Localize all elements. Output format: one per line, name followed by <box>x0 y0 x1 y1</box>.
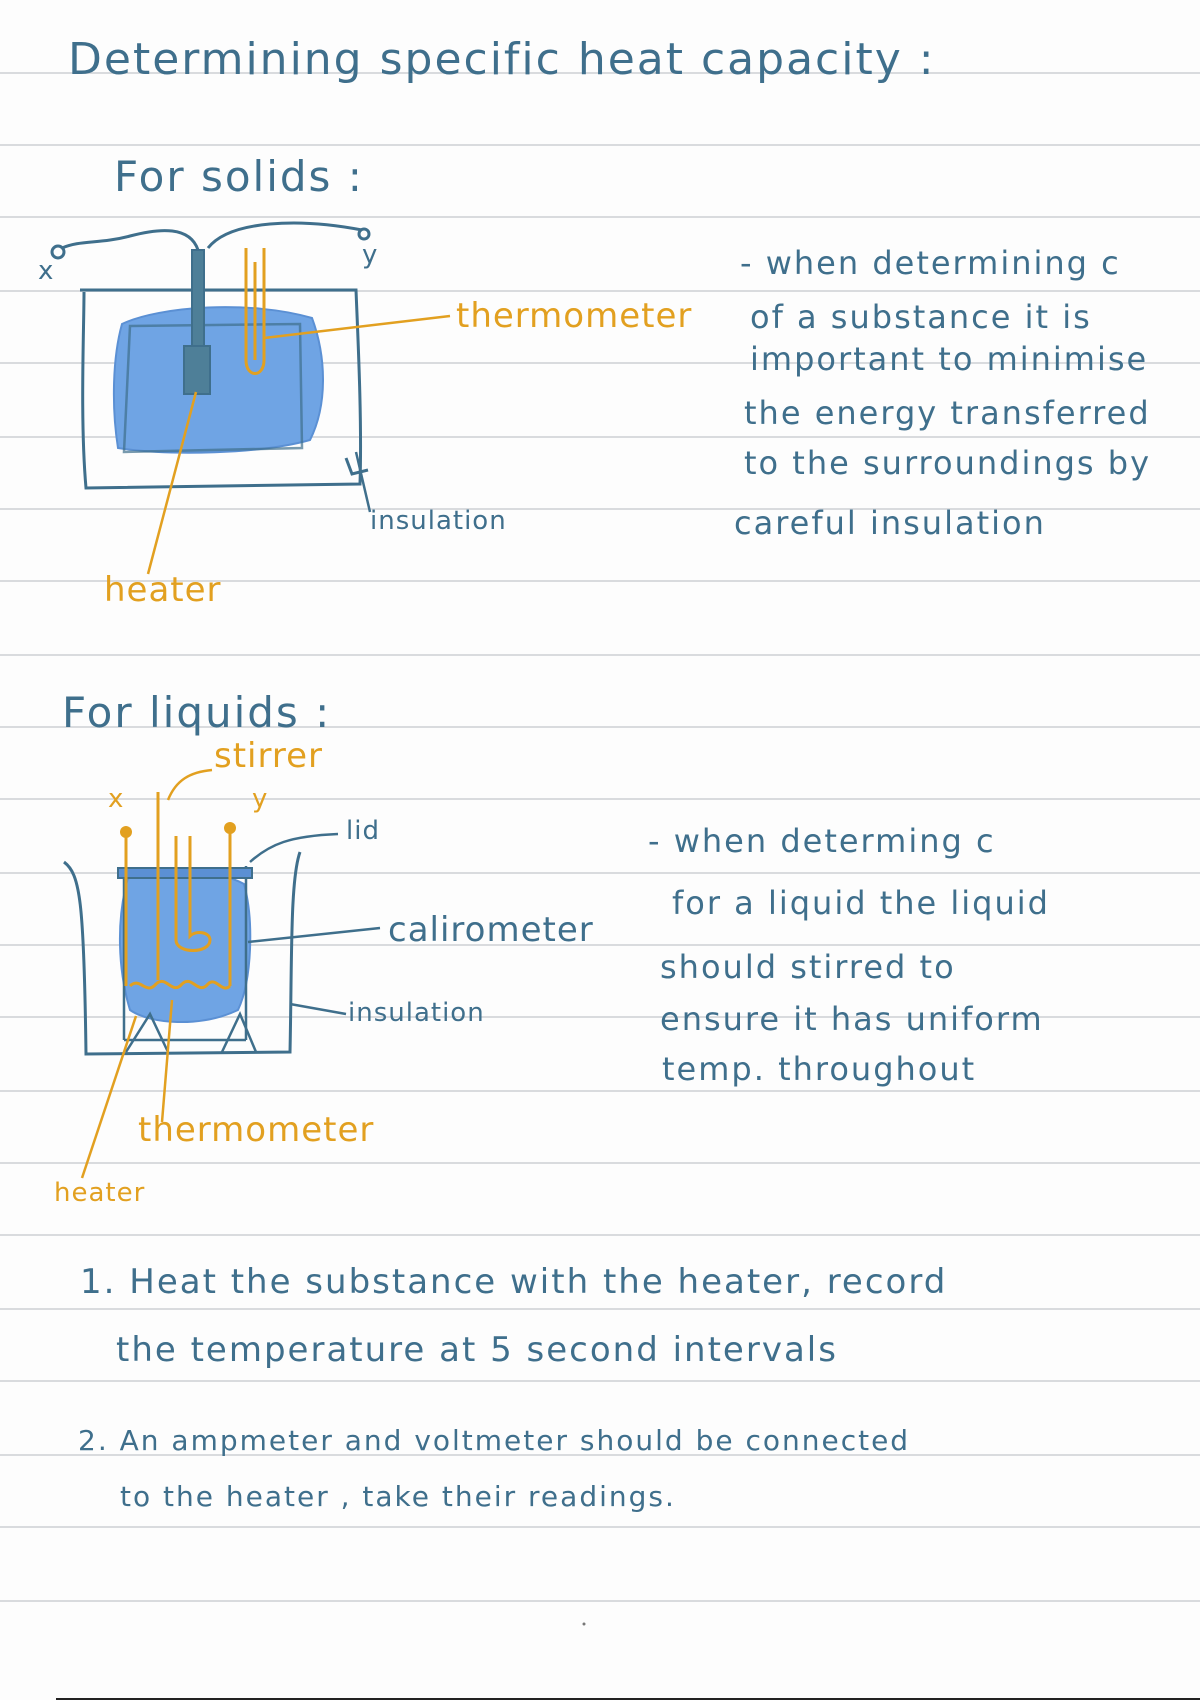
solid-wire-y <box>208 223 362 248</box>
liquid-label-heater: heater <box>54 1178 146 1208</box>
step-2-line-1: 2. An ampmeter and voltmeter should be connected <box>78 1424 911 1457</box>
solid-label-x: x <box>38 256 55 286</box>
solid-block-fill <box>114 307 323 453</box>
solids-note-line: - when determining c <box>740 244 1121 282</box>
page-title: Determining specific heat capacity : <box>68 34 936 85</box>
liquid-stirrer-leader <box>168 770 212 800</box>
solids-note-line: the energy transferred <box>744 394 1151 432</box>
liquids-note-line: for a liquid the liquid <box>672 884 1050 922</box>
liquids-heading: For liquids : <box>62 688 332 737</box>
solid-terminal-y <box>359 229 369 239</box>
liquid-terminal-x <box>120 826 132 838</box>
liquid-label-lid: lid <box>346 816 380 846</box>
liquid-label-stirrer: stirrer <box>214 736 323 776</box>
step-1-line-1: 1. Heat the substance with the heater, record <box>80 1262 948 1302</box>
solid-label-y: y <box>362 240 379 270</box>
liquid-calorimeter-leader <box>248 928 380 942</box>
liquids-note-line: ensure it has uniform <box>660 1000 1044 1038</box>
liquids-note-line: temp. throughout <box>662 1050 977 1088</box>
liquids-note-line: - when determing c <box>648 822 996 860</box>
liquid-label-y: y <box>252 784 269 814</box>
solids-note-line: of a substance it is <box>750 298 1092 336</box>
liquid-label-thermometer: thermometer <box>138 1110 375 1150</box>
solids-note-line: careful insulation <box>734 504 1046 542</box>
solids-note-line: to the surroundings by <box>744 444 1152 482</box>
liquid-label-calorimeter: calirometer <box>388 910 594 950</box>
solid-wire-x <box>62 231 198 250</box>
solids-heading: For solids : <box>114 152 364 201</box>
stray-dot <box>583 1623 586 1626</box>
liquid-lid <box>118 868 252 878</box>
liquid-terminal-y <box>224 822 236 834</box>
liquids-note-line: should stirred to <box>660 948 956 986</box>
solid-label-thermometer: thermometer <box>456 296 693 336</box>
solid-heater-body <box>184 346 210 394</box>
liquid-lid-leader <box>250 834 338 862</box>
step-2-line-2: to the heater , take their readings. <box>120 1480 676 1513</box>
solid-label-insulation: insulation <box>370 506 507 536</box>
liquid-heater-leader <box>82 1016 136 1178</box>
solid-label-heater: heater <box>104 570 222 610</box>
liquid-label-insulation: insulation <box>348 998 485 1028</box>
liquid-label-x: x <box>108 784 125 814</box>
step-1-line-2: the temperature at 5 second intervals <box>116 1330 838 1370</box>
solid-insulation-leader <box>356 452 370 512</box>
liquid-insulation-leader <box>290 1004 346 1014</box>
solids-note-line: important to minimise <box>750 340 1149 378</box>
